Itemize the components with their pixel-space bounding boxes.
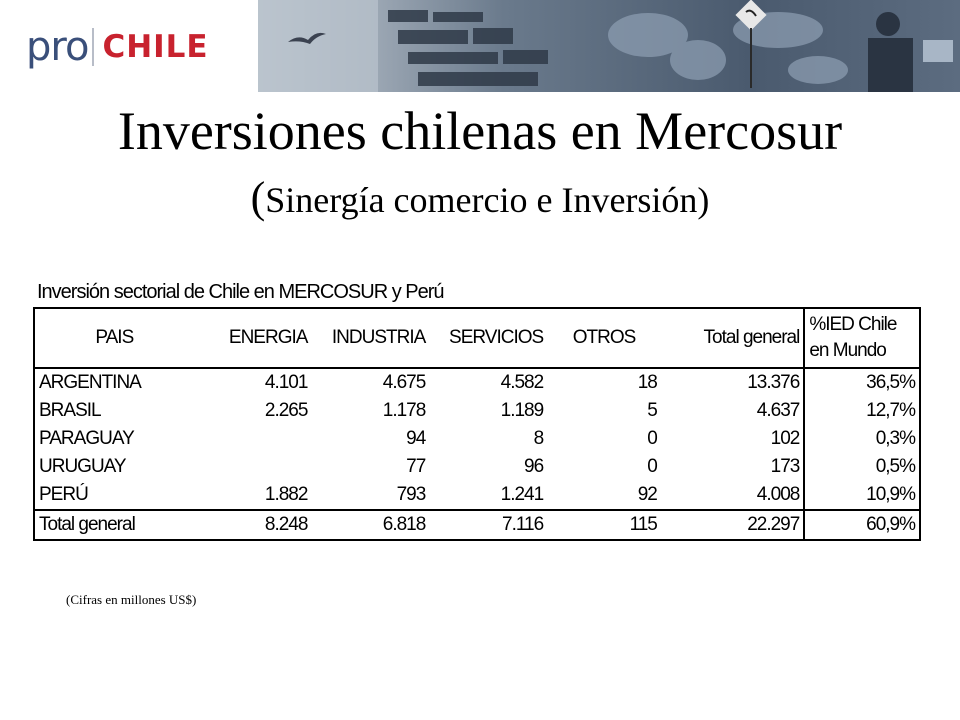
cell-energia: 4.101 [264,372,308,393]
logo-pro-text: pro [26,24,89,70]
table-title: Inversión sectorial de Chile en MERCOSUR y Perú [37,281,444,303]
cell-industria: 77 [406,456,426,477]
table-header-row [34,308,920,368]
cell-total: 22.297 [661,510,804,540]
header-servicios: SERVICIOS [429,308,547,368]
cell-industria: 1.178 [382,400,426,421]
footnote-figures: (Cifras en millones US$) [66,592,197,607]
cell-total: 4.637 [756,400,800,421]
cell-energia [194,425,312,453]
subtitle-text: Sinergía comercio e Inversión) [265,180,710,220]
cell-ied: 36,5% [804,368,920,397]
cell-servicios: 1.241 [500,484,544,505]
header-pais: PAIS [34,308,194,368]
cell-otros: 0 [647,456,657,477]
cell-servicios: 7.116 [429,510,547,540]
header-industria: INDUSTRIA [311,308,429,368]
cell-pais: URUGUAY [39,456,126,477]
header-banner [0,0,960,92]
table-row [34,425,920,453]
cell-otros: 92 [637,484,657,505]
cell-pais: PARAGUAY [39,428,134,449]
cell-servicios: 4.582 [500,372,544,393]
cell-otros: 18 [637,372,657,393]
cell-total: 102 [770,428,800,449]
logo-area [0,0,258,92]
cell-energia: 2.265 [264,400,308,421]
cell-ied: 10,9% [804,481,920,510]
cell-total: 4.008 [756,484,800,505]
cell-pais: BRASIL [39,400,101,421]
cell-ied: 12,7% [804,397,920,425]
header-otros: OTROS [547,308,661,368]
table-row [34,481,920,510]
cell-industria: 4.675 [382,372,426,393]
cell-industria: 6.818 [311,510,429,540]
cell-otros: 0 [647,428,657,449]
cell-ied: 0,3% [804,425,920,453]
header-ied-chile: %IED Chile en Mundo [804,308,920,368]
cell-total: 13.376 [747,372,800,393]
cell-pais: PERÚ [39,484,88,505]
table-row [34,368,920,397]
cell-pais: Total general [34,510,194,540]
banner-photo-collage [258,0,960,92]
logo-divider [92,28,94,66]
cell-servicios: 96 [524,456,544,477]
cell-total: 173 [770,456,800,477]
table-total-row [34,510,920,540]
cell-energia: 1.882 [264,484,308,505]
prochile-logo [26,22,209,72]
cell-ied: 0,5% [804,453,920,481]
cell-servicios: 1.189 [500,400,544,421]
cell-servicios: 8 [533,428,544,449]
cell-pais: ARGENTINA [39,372,141,393]
cell-ied: 60,9% [804,510,920,540]
cell-energia: 8.248 [194,510,312,540]
cell-industria: 793 [396,484,426,505]
logo-chile-text: CHILE [102,29,209,65]
cell-otros: 115 [547,510,661,540]
investment-table [33,307,921,541]
table-row [34,453,920,481]
cell-otros: 5 [647,400,657,421]
page-subtitle [0,172,960,223]
subtitle-open-paren: ( [250,173,266,222]
table-row [34,397,920,425]
cell-industria: 94 [406,428,426,449]
header-energia: ENERGIA [194,308,312,368]
cell-energia [194,453,312,481]
page-title: Inversiones chilenas en Mercosur [117,101,843,161]
header-total-general: Total general [661,308,804,368]
